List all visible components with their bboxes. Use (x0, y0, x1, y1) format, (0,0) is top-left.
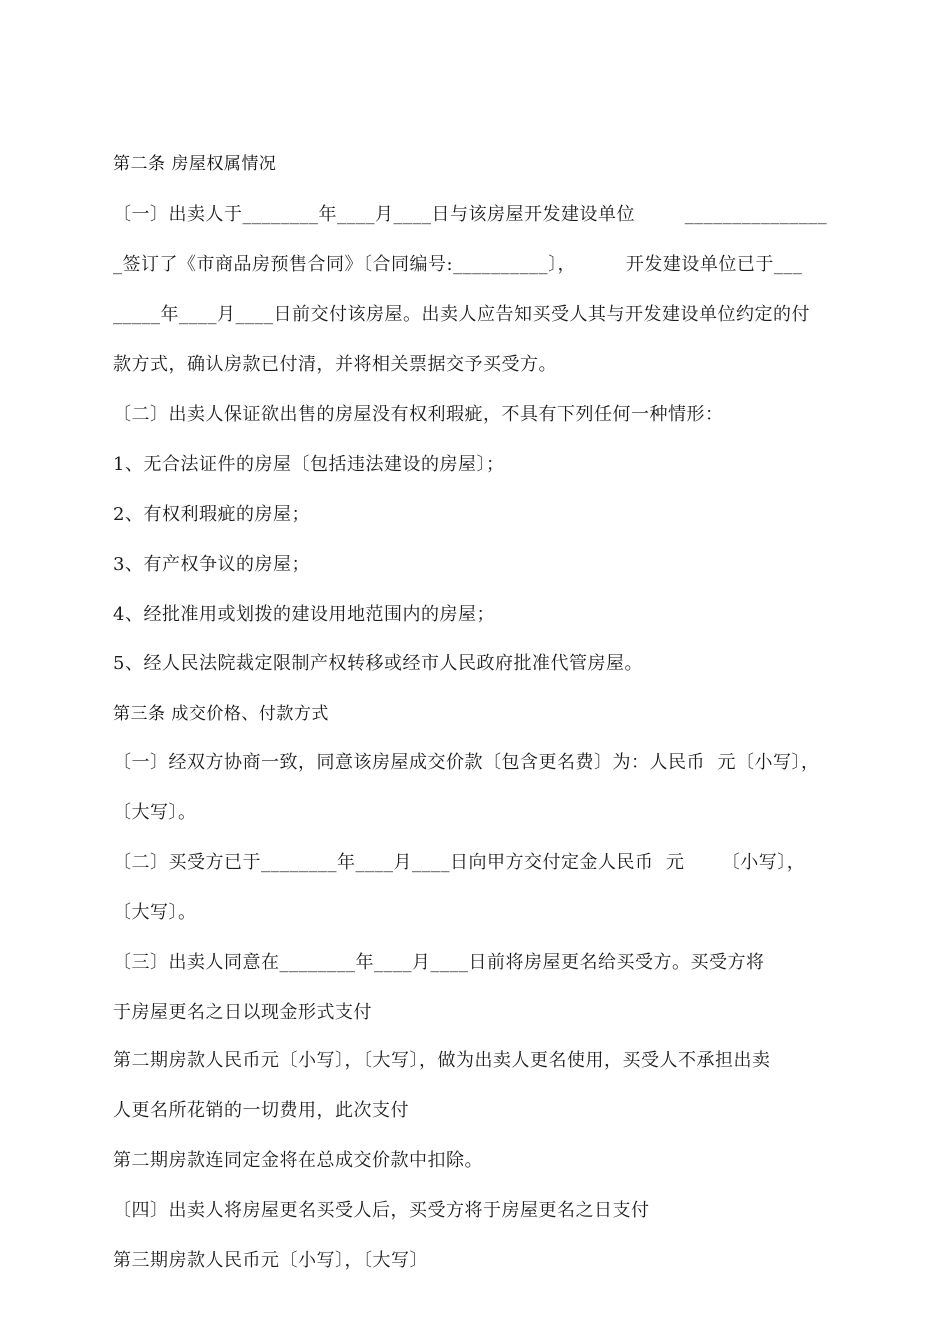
paragraph-line: 第二期房款人民币元〔小写〕，〔大写〕，做为出卖人更名使用，买受人不承担出卖 (113, 1050, 771, 1071)
list-item: 2、有权利瑕疵的房屋； (113, 504, 310, 525)
paragraph-line: 〔二〕买受方已于________年____月____日向甲方交付定金人民币 元 〔小写〕， (113, 852, 806, 873)
article-3-heading: 第三条 成交价格、付款方式 (113, 704, 329, 724)
paragraph-line: 于房屋更名之日以现金形式支付 (113, 1002, 372, 1023)
paragraph-line: 〔三〕出卖人同意在________年____月____日前将房屋更名给买受方。买受方将 (113, 952, 765, 973)
paragraph-line: 第二期房款连同定金将在总成交价款中扣除。 (113, 1150, 483, 1171)
paragraph-line: _签订了《市商品房预售合同》〔合同编号:__________〕， 开发建设单位已于___ (113, 254, 803, 275)
paragraph-line: 〔大写〕。 (113, 802, 197, 823)
paragraph-line: 〔一〕经双方协商一致，同意该房屋成交价款〔包含更名费〕为：人民币 元〔小写〕， (113, 752, 820, 773)
article-2-heading: 第二条 房屋权属情况 (113, 154, 277, 174)
paragraph-line: 〔四〕出卖人将房屋更名买受人后，买受方将于房屋更名之日支付 (113, 1200, 650, 1221)
paragraph-line: 款方式，确认房款已付清，并将相关票据交予买受方。 (113, 354, 557, 375)
paragraph-line: 人更名所花销的一切费用，此次支付 (113, 1100, 409, 1121)
paragraph-line: 第三期房款人民币元〔小写〕，〔大写〕 (113, 1250, 428, 1271)
paragraph-line: 〔大写〕。 (113, 902, 197, 923)
list-item: 5、经人民法院裁定限制产权转移或经市人民政府批准代管房屋。 (113, 653, 643, 674)
list-item: 3、有产权争议的房屋； (113, 554, 310, 575)
paragraph-line: _____年____月____日前交付该房屋。出卖人应告知买受人其与开发建设单位约定的付 (113, 304, 810, 325)
list-item: 1、无合法证件的房屋〔包括违法建设的房屋〕； (113, 454, 505, 475)
list-item: 4、经批准用或划拨的建设用地范围内的房屋； (113, 604, 495, 625)
paragraph-line: 〔二〕出卖人保证欲出售的房屋没有权利瑕疵，不具有下列任何一种情形： (113, 404, 724, 425)
paragraph-line: 〔一〕出卖人于________年____月____日与该房屋开发建设单位 _______________ (113, 204, 828, 225)
